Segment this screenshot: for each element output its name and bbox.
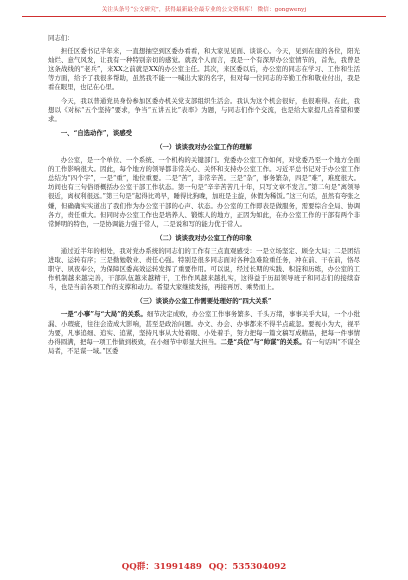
paragraph-4: 通过近半年的相处，我对党办系统的同志们的工作有三点直观感受：一是立场坚定、顾全大局；二是团结进取、运转有序；三是勤勉敬业、责任心强。特别是很多同志面对各种急难险重任务，冲在前、干在前，恪尽职守、夙夜奉公，为保障区委高效运转发挥了重要作用。可以说，经过长期的实践、积淀和历练，办公室的工作机制越来越完善，干部队伍越来越精干，工作作风越来越扎实，这得益于历届领导班子和同志们的接续奋斗，也是当前各项工作的支撑和动力。希望大家继续发扬，再接再厉、乘势而上。 [48, 246, 360, 292]
speech-body [48, 34, 360, 356]
subheading-2: （二）谈谈我对办公室工作的印象 [156, 233, 252, 242]
paragraph-1: 担任区委书记半年来，一直想抽空到区委办看看，和大家见见面、谈谈心。今天，见到在座的各位，阳光灿烂、意气风发，让我有一种特别亲切的感觉。就我个人而言，我是一个有深厚办公室情节的，首先，我曾是这条战线的“老兵”，来XX之前就是XX的办公室主任。其次，来区委以后，办公室的同志在学习、工作和生活等方面，给予了我很多帮助，虽然我不能一一喊出大家的名字，但对每一位同志的辛勤工作和敬业付出，我是看在眼里，也记在心里。 [48, 47, 360, 92]
subheading-3: （三）谈谈办公室工作需要处理好的“四大关系” [136, 297, 272, 306]
relation-2-text: 有一句话叫“不谋全局者，不足谋一域。”区委 [48, 337, 360, 355]
relation-2-title: 二是“兵位”与“帅谋”的关系。 [220, 337, 306, 346]
subheading-1: （一）谈谈我对办公室工作的理解 [156, 142, 252, 151]
header-divider [22, 16, 386, 17]
contact-footer [0, 560, 408, 572]
salutation: 同志们： [48, 34, 74, 42]
paragraph-2: 今天，我以普通党员身份参加区委办机关党支部组织生活会。我认为这个机会很好，也很难得。在此，我想以《对标“五个坚持”要求，争当“五讲五比”表率》为题，与同志们作个交流，也是给大家提几点希望和要求。 [48, 96, 360, 123]
qq-group: QQ群：31991489 [121, 562, 202, 572]
qq-number: QQ：535304092 [208, 562, 287, 572]
promo-banner: 关注头条号“公文研究”，获得最新最全最专业的公文资料库！ 微信：gongwenyj [101, 7, 307, 13]
section-heading-1: 一、“自选动作”，谈感受 [60, 128, 133, 137]
relation-1-text: 细节决定成败，办公室工作事务繁多、千头万绪，事事关乎大局，一个小纰漏、小瑕疵，往往会造成大影响，甚至是政治问题。办文、办会、办事都来不得半点疏忽。要视小为大，视平为要，凡事追细、追实、追紧，坚持凡事从大处着眼、小处着手，努力把每一篇文稿写成精品，把每一件事情办得圆满，把每一项工作做到极致，在小细节中彰显大担当。 [48, 310, 361, 346]
paragraph-5 [48, 310, 360, 355]
paragraph-3: 办公室，是一个单位、一个系统、一个机构的关键部门。党委办公室工作如何，对党委乃至一个地方全面的工作影响很大。因此，每个地方的领导都非常关心、关怀和支持办公室工作。习近平总书记对于办公室工作总结为“四个字”，一是“重”，地位重要。二是“苦”，非常辛苦。三是“杂”，事务繁杂，四是“难”，难度很大。坊间也有三句俗语概括办公室干部工作状态。第一句是“辛辛苦苦几十年，只写文章不发言。”第二句是“离领导很近，离权利很远。”第三句是“起得比鸡早，睡得比狗晚，加班是主旋，休假为稀饭。”这三句话，虽然有夸张之嫌，但确确实实道出了我们作为办公室干部的心声、状态。办公室的工作即表是做服务，需要综合全局、协调各方，责任重大。但同时办公室工作也是培养人、锻炼人的地方，正因为如此，在办公室工作的干部有两个非常鲜明的特色，一是协调能力强于常人，二是说和写的能力优于常人。 [48, 156, 360, 228]
relation-1-title: 一是“小事”与“大局”的关系。 [60, 310, 147, 319]
